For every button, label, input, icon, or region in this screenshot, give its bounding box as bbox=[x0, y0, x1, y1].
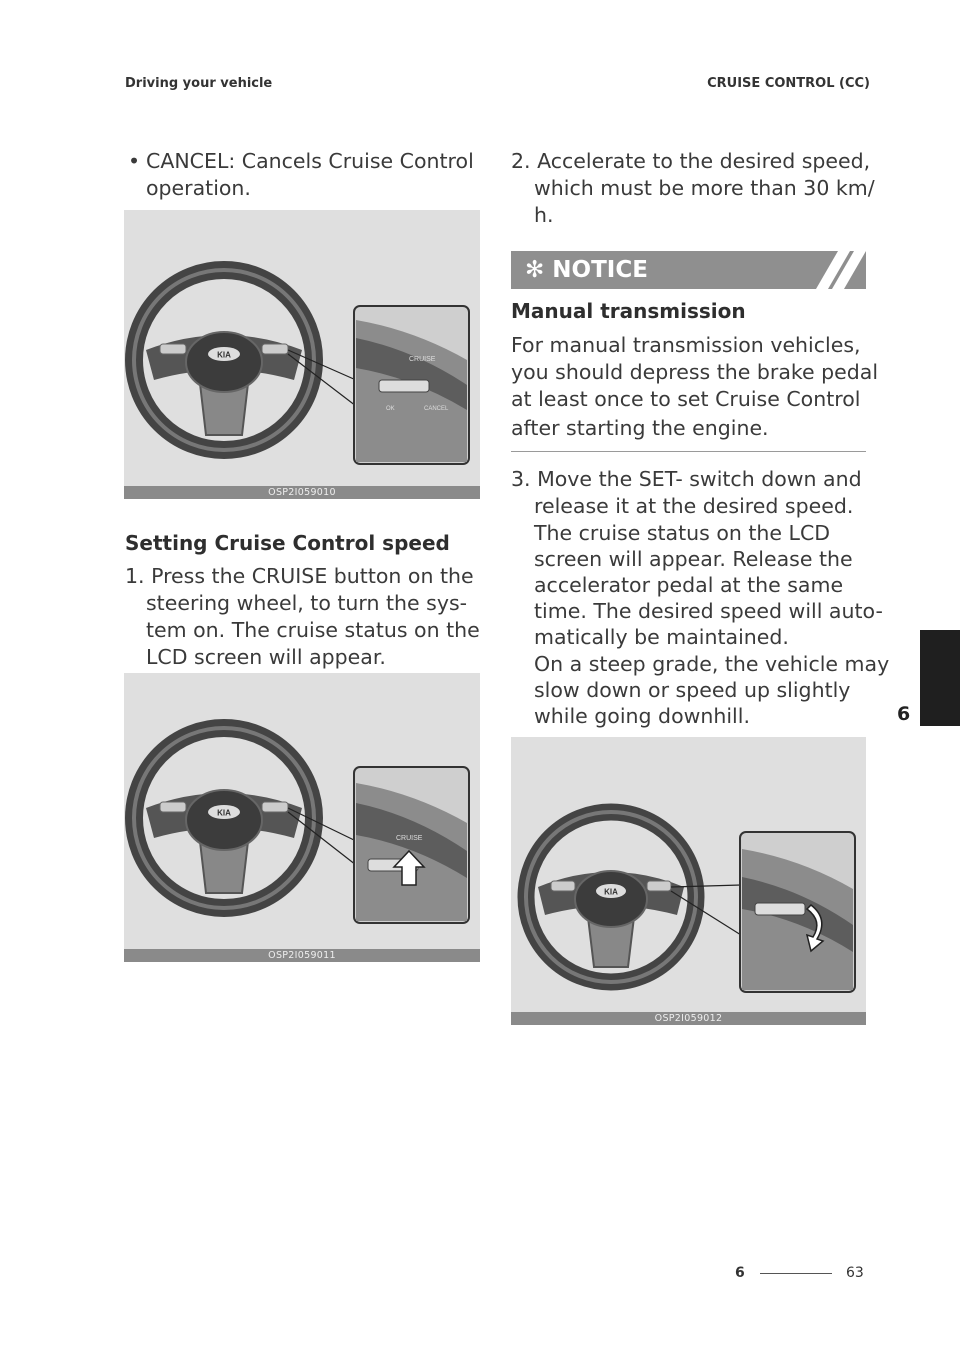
step2-line3: h. bbox=[534, 203, 554, 227]
step3-line7: matically be maintained. bbox=[534, 625, 789, 649]
subheading-setting-speed: Setting Cruise Control speed bbox=[125, 531, 450, 555]
step3-line5: accelerator pedal at the same bbox=[534, 573, 844, 597]
steering-wheel-illustration bbox=[124, 673, 480, 962]
notice-subheading: Manual transmission bbox=[511, 299, 746, 323]
step1-line1: 1. Press the CRUISE button on the bbox=[125, 564, 474, 588]
asterisk-icon: ✻ bbox=[525, 257, 545, 283]
bullet-cancel-line1: CANCEL: Cancels Cruise Control bbox=[146, 149, 474, 173]
chapter-side-number: 6 bbox=[897, 703, 911, 725]
step3-line8: On a steep grade, the vehicle may bbox=[534, 652, 890, 676]
step3-line1: 3. Move the SET- switch down and bbox=[511, 467, 862, 491]
step3-line4: screen will appear. Release the bbox=[534, 547, 853, 571]
step3-line9: slow down or speed up slightly bbox=[534, 678, 851, 702]
steering-wheel-illustration bbox=[124, 210, 480, 499]
bullet-marker: • bbox=[128, 149, 141, 173]
figure-steering-cruise bbox=[124, 673, 480, 962]
steering-wheel-illustration bbox=[511, 737, 866, 1025]
step1-line4: LCD screen will appear. bbox=[146, 645, 386, 669]
figure-steering-set bbox=[511, 737, 866, 1025]
step2-line1: 2. Accelerate to the desired speed, bbox=[511, 149, 871, 173]
notice-line3: at least once to set Cruise Control bbox=[511, 387, 861, 411]
running-header-title: CRUISE CONTROL (CC) bbox=[707, 76, 870, 91]
cruise-label-text: CRUISE bbox=[396, 835, 423, 842]
figure-caption: OSP2I059010 bbox=[124, 486, 480, 499]
notice-title bbox=[525, 256, 648, 284]
bullet-cancel-line2: operation. bbox=[146, 176, 251, 200]
footer-page-number: 63 bbox=[846, 1265, 864, 1281]
step3-line6: time. The desired speed will auto- bbox=[534, 599, 883, 623]
notice-line4: after starting the engine. bbox=[511, 416, 769, 440]
notice-line2: you should depress the brake pedal bbox=[511, 360, 879, 384]
kia-logo-text: KIA bbox=[217, 350, 231, 360]
footer-chapter-number: 6 bbox=[735, 1265, 745, 1281]
kia-logo-text: KIA bbox=[217, 808, 231, 818]
step1-line2: steering wheel, to turn the sys- bbox=[146, 591, 468, 615]
running-header-section: Driving your vehicle bbox=[125, 76, 273, 91]
step3-line10: while going downhill. bbox=[534, 704, 750, 728]
notice-banner bbox=[511, 251, 866, 289]
notice-divider bbox=[511, 451, 866, 452]
chapter-side-tab bbox=[920, 630, 960, 726]
ok-label-text: OK bbox=[386, 406, 395, 412]
stripes-decoration-icon bbox=[806, 251, 866, 289]
cancel-label-text: CANCEL bbox=[424, 406, 449, 412]
kia-logo-text: KIA bbox=[604, 887, 618, 897]
figure-steering-cancel bbox=[124, 210, 480, 499]
step1-line3: tem on. The cruise status on the bbox=[146, 618, 480, 642]
step3-line3: The cruise status on the LCD bbox=[534, 521, 831, 545]
figure-caption: OSP2I059012 bbox=[511, 1012, 866, 1025]
notice-line1: For manual transmission vehicles, bbox=[511, 333, 861, 357]
cruise-label-text: CRUISE bbox=[409, 356, 436, 363]
footer-divider bbox=[760, 1273, 832, 1274]
figure-caption: OSP2I059011 bbox=[124, 949, 480, 962]
step2-line2: which must be more than 30 km/ bbox=[534, 176, 875, 200]
step3-line2: release it at the desired speed. bbox=[534, 494, 854, 518]
notice-label: NOTICE bbox=[552, 257, 648, 283]
